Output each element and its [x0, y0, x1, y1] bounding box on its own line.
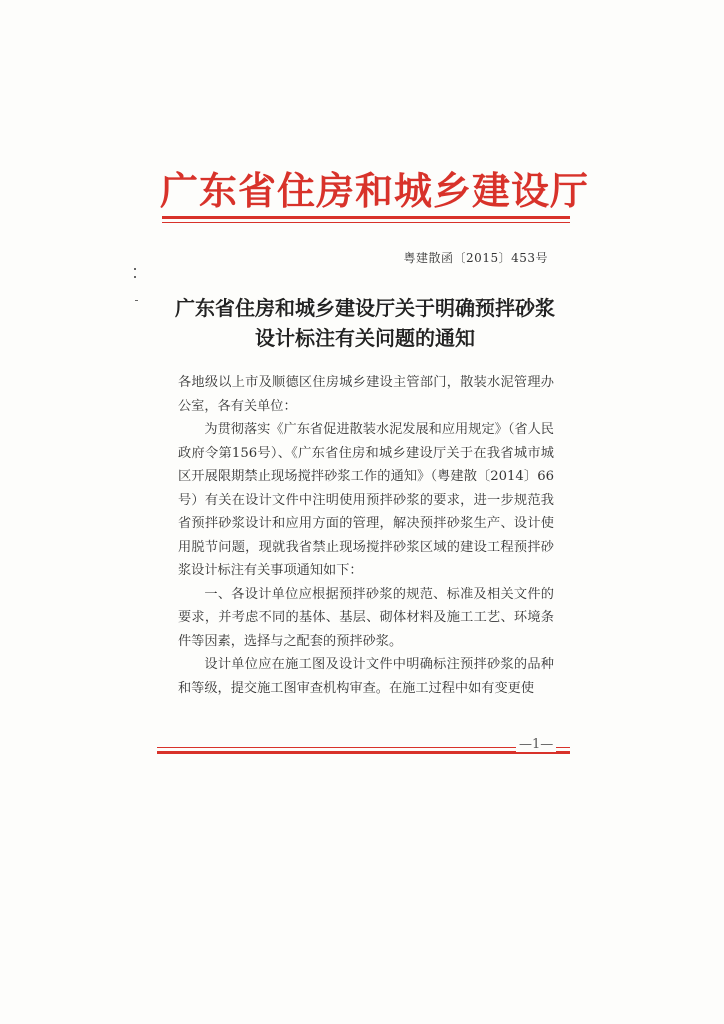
scan-speck — [134, 276, 136, 278]
document-title — [160, 293, 570, 353]
body-paragraph-2: 一、各设计单位应根据预拌砂浆的规范、标准及相关文件的要求，并考虑不同的基体、基层、砌体材料及施工工艺、环境条件等因素，选择与之配套的预拌砂浆。 — [178, 586, 554, 649]
header-red-rule-thick — [162, 216, 570, 219]
document-body — [178, 371, 554, 700]
recipients-paragraph: 各地级以上市及顺德区住房城乡建设主管部门，散装水泥管理办公室，各有关单位： — [178, 375, 554, 414]
scan-speck — [135, 300, 138, 301]
page-number: —1— — [516, 737, 556, 752]
body-paragraph-3: 设计单位应在施工图及设计文件中明确标注预拌砂浆的品种和等级，提交施工图审查机构审查。在施工过程中如有变更使 — [178, 657, 554, 696]
footer-red-rule-thin — [157, 747, 570, 748]
document-number: 粤建散函〔2015〕453号 — [403, 251, 548, 265]
scan-speck — [134, 268, 136, 270]
document-title-line-1: 广东省住房和城乡建设厅关于明确预拌砂浆 — [175, 296, 555, 320]
document-title-line-2: 设计标注有关问题的通知 — [255, 326, 475, 350]
issuing-organization-header: 广东省住房和城乡建设厅 — [160, 168, 590, 213]
body-paragraph-1: 为贯彻落实《广东省促进散装水泥发展和应用规定》（省人民政府令第156号）、《广东省住房和城乡建设厅关于在我省城市城区开展限期禁止现场搅拌砂浆工作的通知》（粤建散〔2014〕66号）有关在设计文件中注明使用预拌砂浆的要求，进一步规范我省预拌砂浆设计和应用方面的管理，解决预拌砂浆生产、设计使用脱节问题，现就我省禁止现场搅拌砂浆区域的建设工程预拌砂浆设计标注有关事项通知如下： — [178, 422, 554, 578]
header-red-rule-thin — [162, 222, 570, 223]
footer-red-rule-thick — [157, 751, 570, 754]
